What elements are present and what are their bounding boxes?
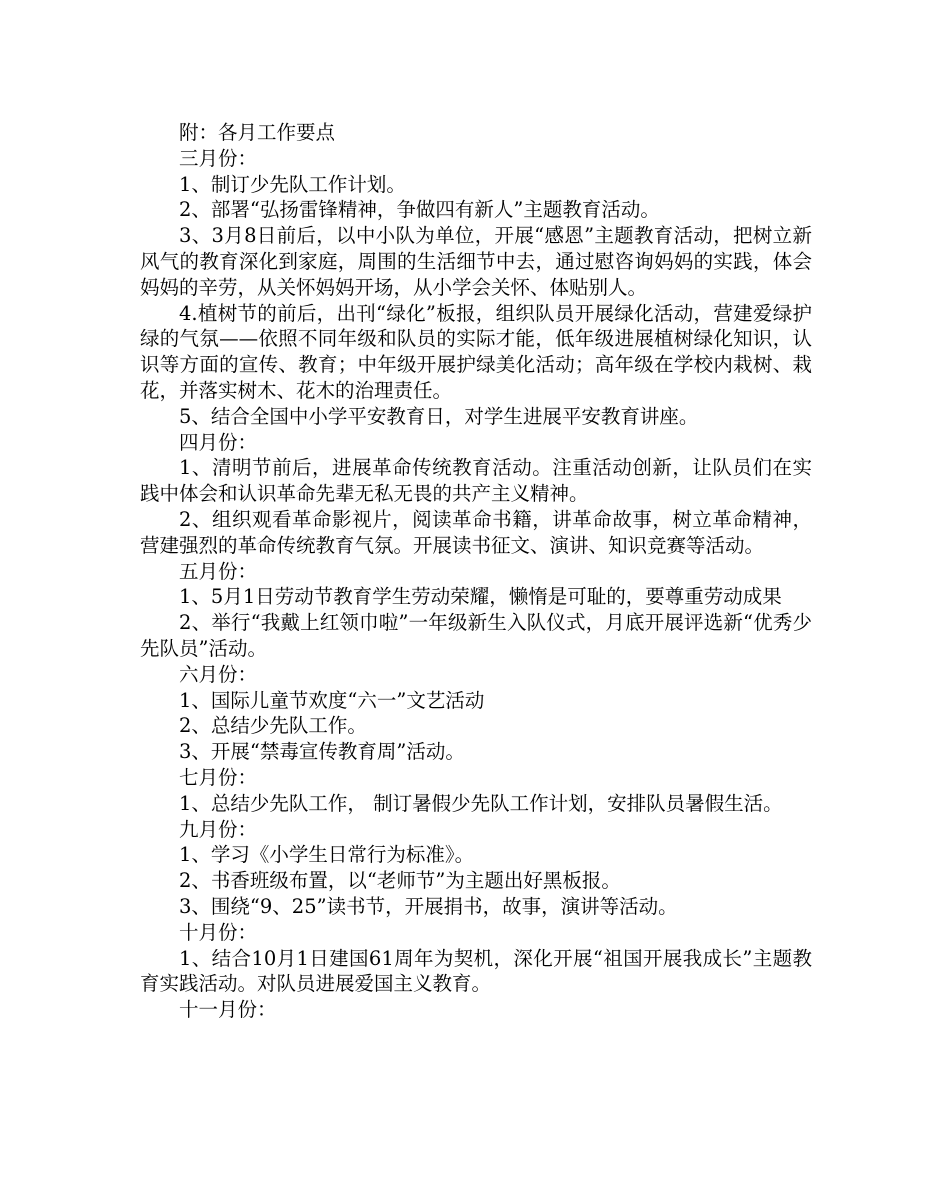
paragraph: 1、清明节前后，进展革命传统教育活动。注重活动创新，让队员们在实践中体会和认识革命先辈无私无畏的共产主义精神。 — [140, 456, 812, 506]
month-heading-march: 三月份： — [179, 146, 258, 170]
paragraph: 2、部署“弘扬雷锋精神，争做四有新人”主题教育活动。 — [179, 198, 660, 222]
paragraph: 2、组织观看革命影视片，阅读革命书籍，讲革命故事，树立革命精神，营建强烈的革命传统教育气氛。开展读书征文、演讲、知识竞赛等活动。 — [140, 507, 812, 557]
month-heading-november: 十一月份： — [179, 998, 277, 1022]
month-heading-april: 四月份： — [179, 430, 258, 454]
document-body — [140, 120, 812, 1023]
paragraph: 1、5月1日劳动节教育学生劳动荣耀，懒惰是可耻的，要尊重劳动成果 — [179, 585, 782, 609]
month-heading-july: 七月份： — [179, 765, 258, 789]
paragraph: 2、总结少先队工作。 — [179, 714, 367, 738]
paragraph: 4.植树节的前后，出刊“绿化”板报，组织队员开展绿化活动，营建爱绿护绿的气氛——依照不同年级和队员的实际才能，低年级进展植树绿化知识，认识等方面的宣传、教育；中年级开展护绿美化活动；高年级在学校内栽树、栽花，并落实树木、花木的治理责任。 — [140, 301, 812, 402]
month-heading-september: 九月份： — [179, 817, 258, 841]
paragraph: 3、3月8日前后，以中小队为单位，开展“感恩”主题教育活动，把树立新风气的教育深化到家庭，周围的生活细节中去，通过慰咨询妈妈的实践，体会妈妈的辛劳，从关怀妈妈开场，从小学会关怀、体贴别人。 — [140, 224, 812, 299]
month-heading-may: 五月份： — [179, 559, 258, 583]
section-heading: 附：各月工作要点 — [179, 121, 336, 144]
paragraph: 1、学习《小学生日常行为标准》。 — [179, 843, 475, 867]
paragraph: 1、国际儿童节欢度“六一”文艺活动 — [179, 688, 485, 712]
paragraph: 5、结合全国中小学平安教育日，对学生进展平安教育讲座。 — [179, 404, 699, 428]
paragraph: 2、书香班级布置，以“老师节”为主题出好黑板报。 — [179, 869, 621, 893]
paragraph: 3、围绕“9、25”读书节，开展捐书，故事，演讲等活动。 — [179, 894, 678, 918]
paragraph: 1、制订少先队工作计划。 — [179, 172, 406, 196]
month-heading-june: 六月份： — [179, 662, 258, 686]
paragraph: 2、举行“我戴上红领巾啦”一年级新生入队仪式，月底开展评选新“优秀少先队员”活动。 — [140, 611, 812, 660]
month-heading-october: 十月份： — [179, 920, 258, 944]
paragraph: 1、总结少先队工作， 制订暑假少先队工作计划，安排队员暑假生活。 — [179, 791, 783, 815]
paragraph: 3、开展“禁毒宣传教育周”活动。 — [179, 740, 465, 764]
paragraph: 1、结合10月1日建国61周年为契机，深化开展“祖国开展我成长”主题教育实践活动。对队员进展爱国主义教育。 — [140, 946, 812, 996]
